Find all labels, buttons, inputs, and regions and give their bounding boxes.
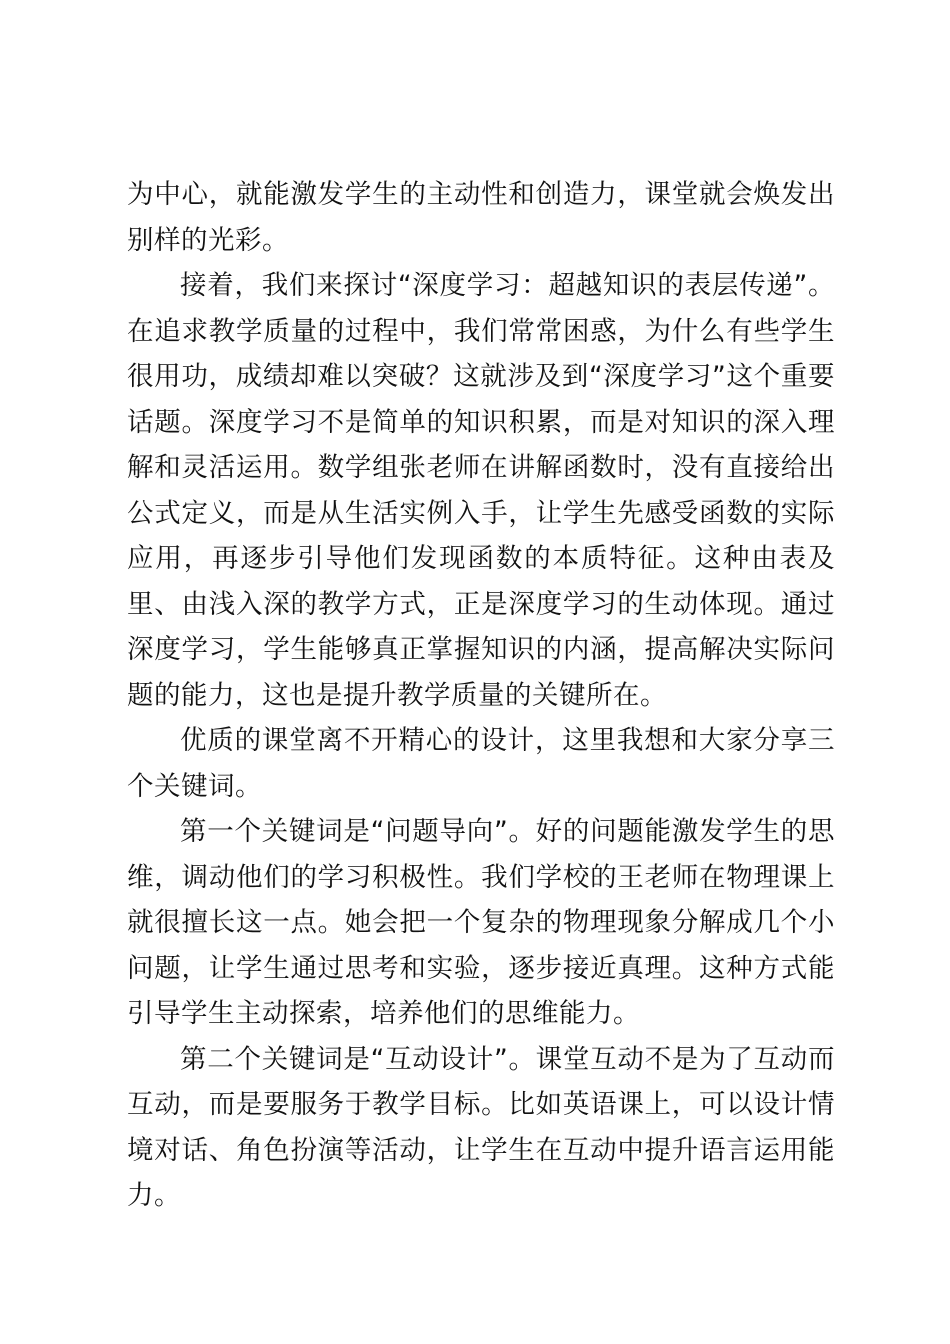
paragraph-keyword-problem-oriented: 第一个关键词是“问题导向”。好的问题能激发学生的思维，调动他们的学习积极性。我们学校的王老师在物理课上就很擅长这一点。她会把一个复杂的物理现象分解成几个小问题，让学生通过思考和实验，逐步接近真理。这种方式能引导学生主动探索，培养他们的思维能力。 — [127, 816, 835, 1029]
document-body — [127, 172, 835, 1219]
paragraph-three-keywords-intro: 优质的课堂离不开精心的设计，这里我想和大家分享三个关键词。 — [127, 725, 835, 802]
paragraph-deep-learning: 接着，我们来探讨“深度学习：超越知识的表层传递”。在追求教学质量的过程中，我们常常困惑，为什么有些学生很用功，成绩却难以突破？这就涉及到“深度学习”这个重要话题。深度学习不是简单的知识积累，而是对知识的深入理解和灵活运用。数学组张老师在讲解函数时，没有直接给出公式定义，而是从生活实例入手，让学生先感受函数的实际应用，再逐步引导他们发现函数的本质特征。这种由表及里、由浅入深的教学方式，正是深度学习的生动体现。通过深度学习，学生能够真正掌握知识的内涵，提高解决实际问题的能力，这也是提升教学质量的关键所在。 — [127, 270, 835, 711]
paragraph-continuation: 为中心，就能激发学生的主动性和创造力，课堂就会焕发出别样的光彩。 — [127, 179, 835, 256]
paragraph-keyword-interactive-design: 第二个关键词是“互动设计”。课堂互动不是为了互动而互动，而是要服务于教学目标。比如英语课上，可以设计情境对话、角色扮演等活动，让学生在互动中提升语言运用能力。 — [127, 1043, 835, 1211]
